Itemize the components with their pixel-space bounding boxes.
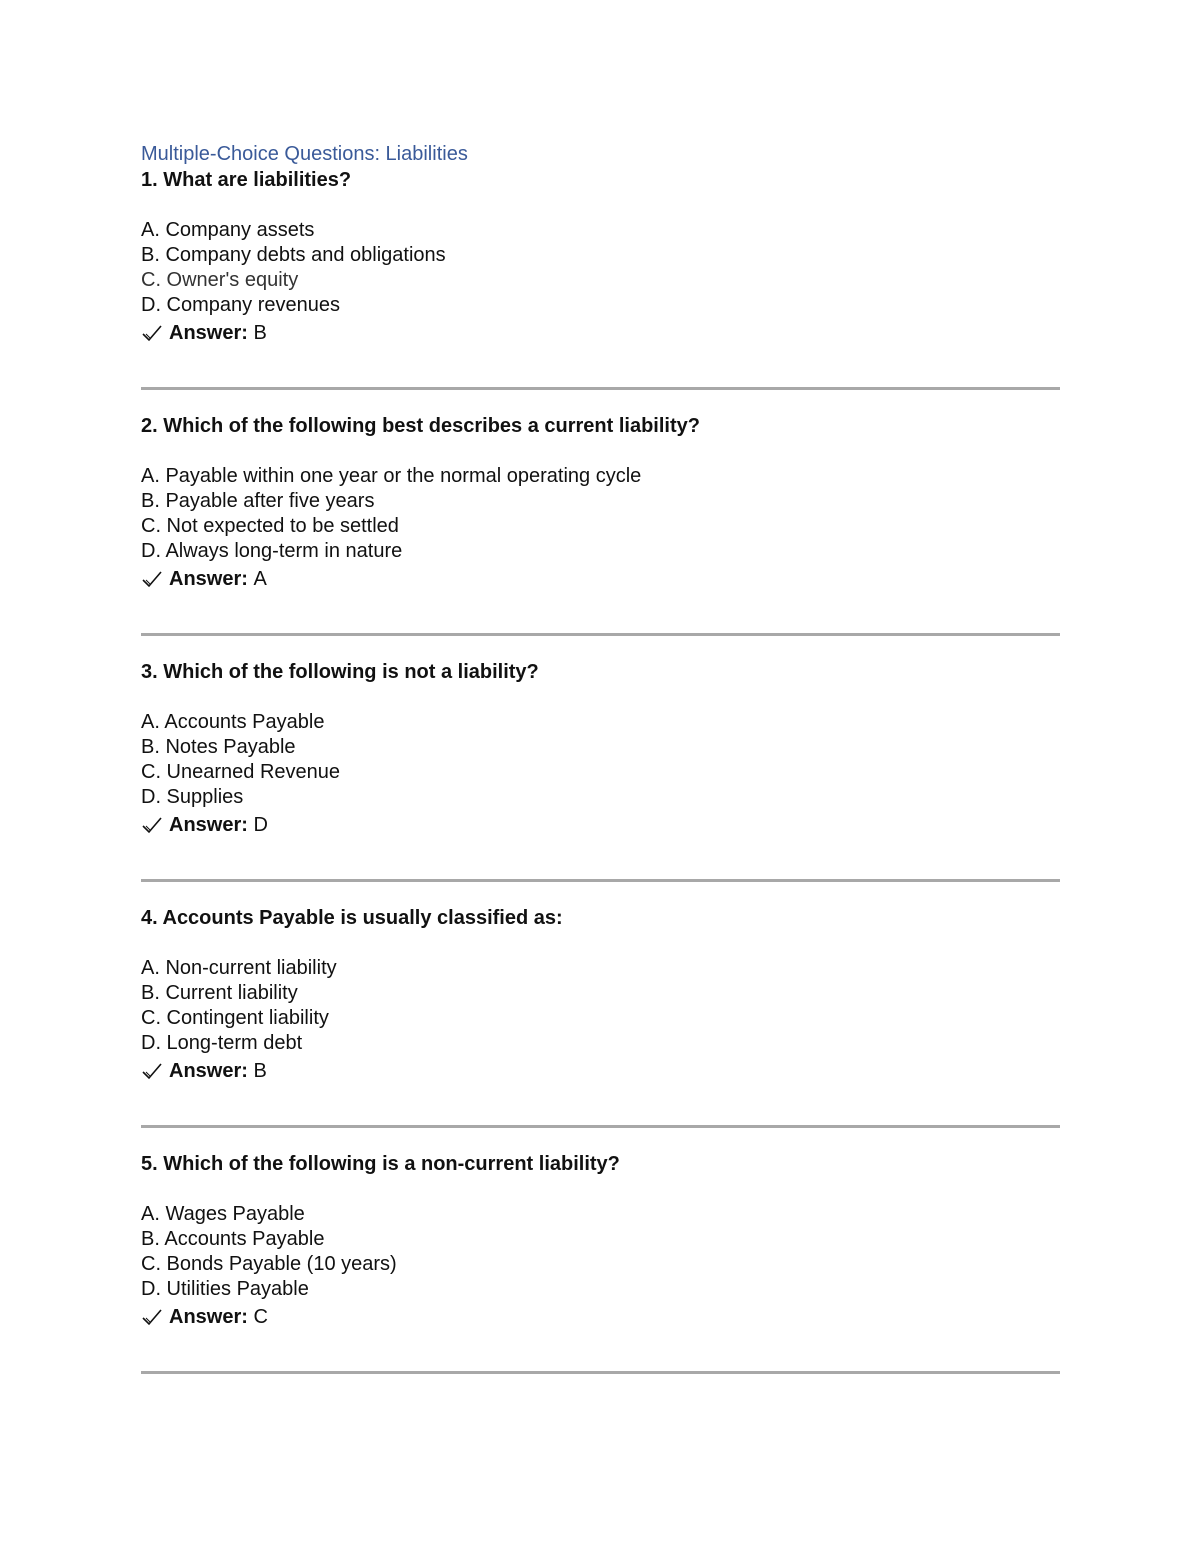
- question-block-4: [141, 904, 1060, 1128]
- option-c: C. Not expected to be settled: [141, 515, 399, 537]
- answer-label: Answer:: [169, 1306, 248, 1328]
- divider: [141, 633, 1060, 636]
- option-a: A. Payable within one year or the normal operating cycle: [141, 465, 642, 487]
- option-b: B. Accounts Payable: [141, 1228, 325, 1250]
- option-b: B. Current liability: [141, 982, 298, 1004]
- option-c: C. Contingent liability: [141, 1007, 329, 1029]
- question-prompt: 1. What are liabilities?: [141, 169, 352, 191]
- checkmark-icon: [141, 815, 163, 835]
- question-prompt: 4. Accounts Payable is usually classified as:: [141, 907, 563, 929]
- checkmark-icon: [141, 1307, 163, 1327]
- option-c: C. Bonds Payable (10 years): [141, 1253, 397, 1275]
- divider: [141, 1371, 1060, 1374]
- option-c: C. Unearned Revenue: [141, 761, 341, 783]
- question-prompt: 2. Which of the following best describes a current liability?: [141, 415, 700, 437]
- question-block-3: [141, 658, 1060, 882]
- option-a: A. Wages Payable: [141, 1203, 305, 1225]
- answer-line: [141, 1057, 1060, 1085]
- question-block-2: [141, 412, 1060, 636]
- option-list: [141, 1202, 1060, 1302]
- checkmark-icon: [141, 1061, 163, 1081]
- option-a: A. Non-current liability: [141, 957, 337, 979]
- option-list: [141, 464, 1060, 564]
- option-d: D. Supplies: [141, 786, 244, 808]
- answer-label: Answer:: [169, 814, 248, 836]
- option-d: D. Long-term debt: [141, 1032, 303, 1054]
- option-b: B. Company debts and obligations: [141, 244, 446, 266]
- answer-line: [141, 319, 1060, 347]
- answer-value: D: [253, 814, 268, 836]
- document-page: [141, 140, 1060, 1396]
- question-prompt: 5. Which of the following is a non-current liability?: [141, 1153, 620, 1175]
- answer-value: B: [253, 1060, 267, 1082]
- question-block-5: [141, 1150, 1060, 1374]
- checkmark-icon: [141, 569, 163, 589]
- answer-label: Answer:: [169, 568, 248, 590]
- option-d: D. Always long-term in nature: [141, 540, 403, 562]
- option-list: [141, 218, 1060, 318]
- question-block-1: [141, 166, 1060, 390]
- option-d: D. Company revenues: [141, 294, 340, 316]
- divider: [141, 387, 1060, 390]
- question-prompt: 3. Which of the following is not a liability?: [141, 661, 539, 683]
- option-list: [141, 710, 1060, 810]
- option-d: D. Utilities Payable: [141, 1278, 309, 1300]
- option-a: A. Company assets: [141, 219, 315, 241]
- answer-line: [141, 811, 1060, 839]
- answer-value: C: [253, 1306, 268, 1328]
- answer-label: Answer:: [169, 322, 248, 344]
- option-b: B. Notes Payable: [141, 736, 296, 758]
- option-a: A. Accounts Payable: [141, 711, 325, 733]
- document-title: Multiple-Choice Questions: Liabilities: [141, 143, 468, 165]
- option-list: [141, 956, 1060, 1056]
- answer-value: B: [253, 322, 267, 344]
- answer-value: A: [253, 568, 267, 590]
- answer-line: [141, 1303, 1060, 1331]
- divider: [141, 879, 1060, 882]
- option-b: B. Payable after five years: [141, 490, 375, 512]
- answer-label: Answer:: [169, 1060, 248, 1082]
- option-c: C. Owner's equity: [141, 269, 299, 291]
- divider: [141, 1125, 1060, 1128]
- answer-line: [141, 565, 1060, 593]
- checkmark-icon: [141, 323, 163, 343]
